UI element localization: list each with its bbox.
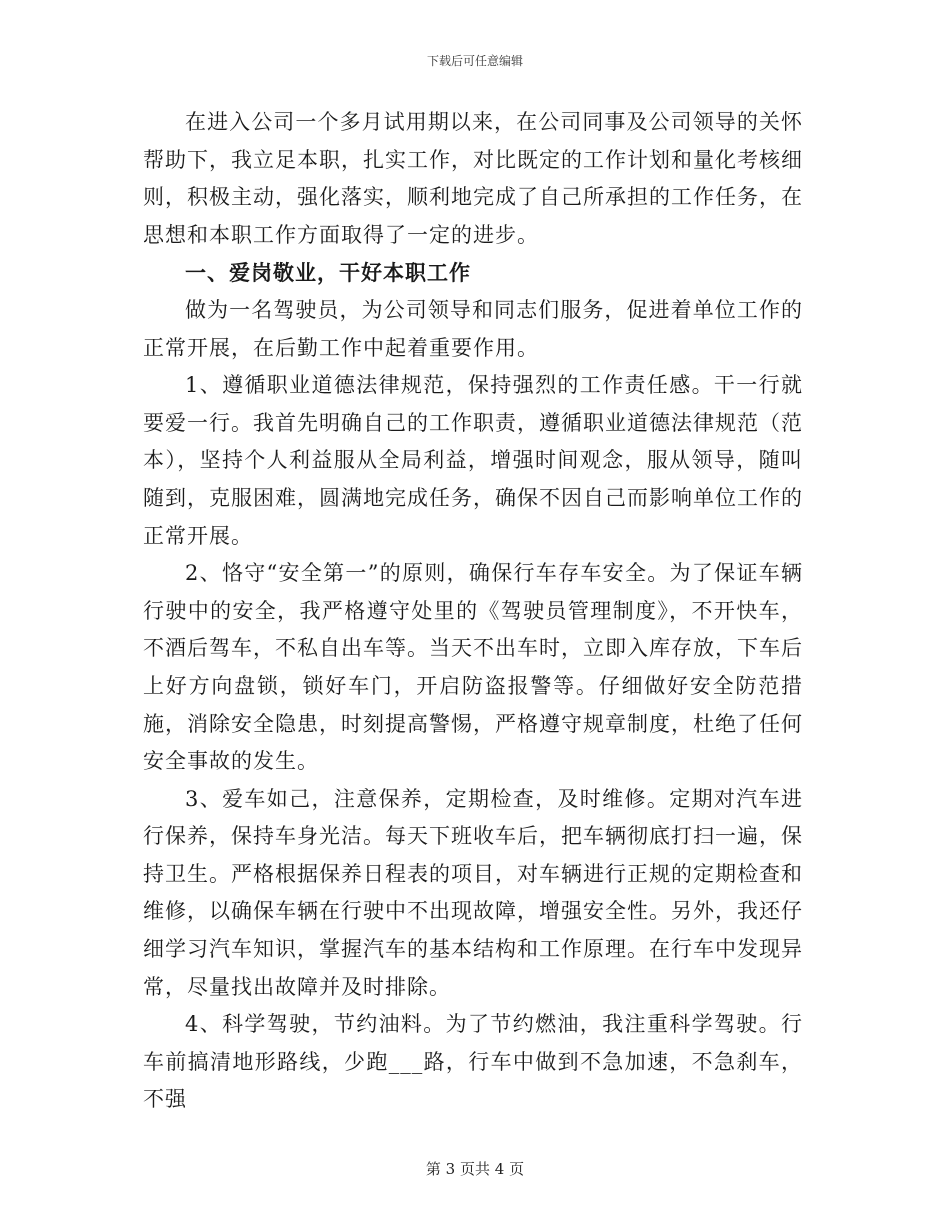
paragraph-role: 做为一名驾驶员，为公司领导和同志们服务，促进着单位工作的正常开展，在后勤工作中起着重要作用。: [143, 297, 803, 360]
paragraph-intro: 在进入公司一个多月试用期以来，在公司同事及公司领导的关怀帮助下，我立足本职，扎实工作，对比既定的工作计划和量化考核细则，积极主动，强化落实，顺利地完成了自己所承担的工作任务，在思想和本职工作方面取得了一定的进步。: [143, 110, 803, 247]
page-number: 第 3 页共 4 页: [425, 1160, 525, 1178]
paragraph-item-1: 1、遵循职业道德法律规范，保持强烈的工作责任感。干一行就要爱一行。我首先明确自己的工作职责，遵循职业道德法律规范（范本），坚持个人利益服从全局利益，增强时间观念，服从领导，随叫随到，克服困难，圆满地完成任务，确保不因自己而影响单位工作的正常开展。: [143, 373, 803, 548]
document-body: [143, 104, 803, 1119]
page-header: 下载后可任意编辑: [426, 54, 523, 68]
paragraph-item-2: 2、恪守“安全第一”的原则，确保行车存车安全。为了保证车辆行驶中的安全，我严格遵守处里的《驾驶员管理制度》，不开快车，不酒后驾车，不私自出车等。当天不出车时，立即入库存放，下车后上好方向盘锁，锁好车门，开启防盗报警等。仔细做好安全防范措施，消除安全隐患，时刻提高警惕，严格遵守规章制度，杜绝了任何安全事故的发生。: [143, 561, 803, 774]
paragraph-item-3: 3、爱车如己，注意保养，定期检查，及时维修。定期对汽车进行保养，保持车身光洁。每天下班收车后，把车辆彻底打扫一遍，保持卫生。严格根据保养日程表的项目，对车辆进行正规的定期检查和维修，以确保车辆在行驶中不出现故障，增强安全性。另外，我还仔细学习汽车知识，掌握汽车的基本结构和工作原理。在行车中发现异常，尽量找出故障并及时排除。: [143, 786, 803, 999]
paragraph-item-4: 4、科学驾驶，节约油料。为了节约燃油，我注重科学驾驶。行车前搞清地形路线，少跑___路，行车中做到不急加速，不急刹车，不强: [143, 1012, 803, 1112]
section-heading: 一、爱岗敬业，干好本职工作: [185, 260, 471, 286]
